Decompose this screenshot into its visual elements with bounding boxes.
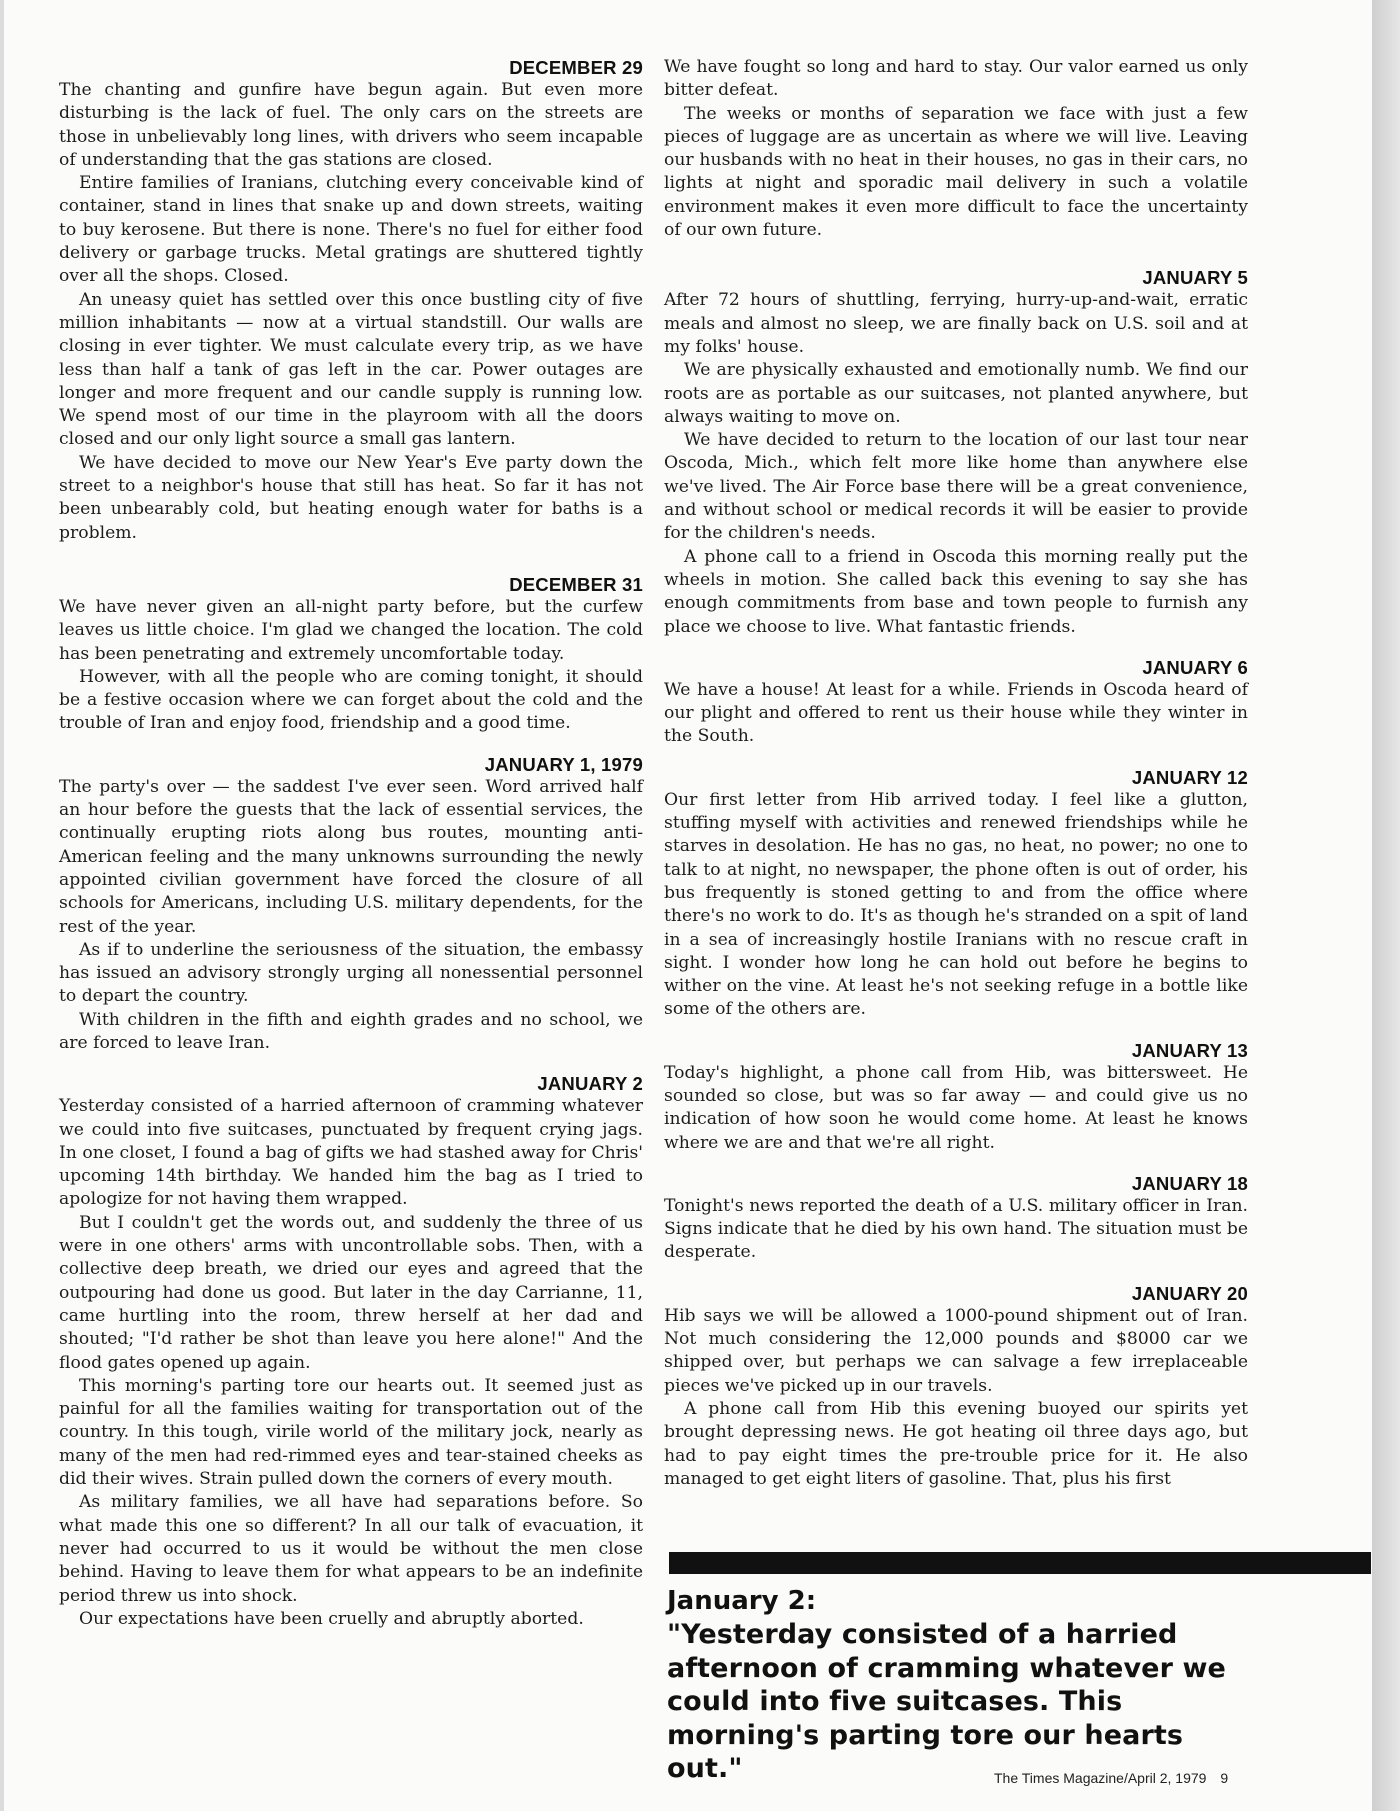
diary-entry xyxy=(664,656,1248,749)
diary-entry xyxy=(664,266,1248,638)
entry-paragraph: We have a house! At least for a while. Friends in Oscoda heard of our plight and offered to rent us their house while they winter in the South. xyxy=(664,679,1248,747)
entry-paragraph: The chanting and gunfire have begun again. But even more disturbing is the lack of fuel. The only cars on the streets are those in unbelievably long lines, with drivers who seem incapable of understanding that the gas stations are closed. xyxy=(59,80,643,170)
entry-paragraph: Today's highlight, a phone call from Hib, was bittersweet. He sounded so close, but was so far away — and could give us no indication of how soon he would come home. At least he knows where we are and that we're all right. xyxy=(664,1062,1248,1153)
page-footer xyxy=(994,1770,1228,1786)
pull-quote xyxy=(667,1585,1267,1786)
entry-paragraph: But I couldn't get the words out, and suddenly the three of us were in one others' arms with uncontrollable sobs. Then, with a collective deep breath, we dried our eyes and agreed that the outpouring had done us good. But later in the day Carrianne, 11, came hurtling into the room, threw herself at her dad and shouted; "I'd rather be shot than leave you here alone!" And the flood gates opened up again. xyxy=(59,1212,643,1373)
entry-date: JANUARY 12 xyxy=(1131,766,1248,788)
entry-date: JANUARY 5 xyxy=(1142,267,1248,289)
entry-paragraph: With children in the fifth and eighth grades and no school, we are forced to leave Iran. xyxy=(59,1009,643,1053)
entry-paragraph: Our expectations have been cruelly and abruptly aborted. xyxy=(79,1608,584,1629)
entry-paragraph: We are physically exhausted and emotionally numb. We find our roots are as portable as our suitcases, not planted anywhere, but always waiting to move on. xyxy=(664,360,1248,427)
entry-paragraph: Entire families of Iranians, clutching every conceivable kind of container, stand in lines that snake up and down streets, waiting to buy kerosene. But there is none. There's no fuel for either food delivery or garbage trucks. Metal gratings are shuttered tightly over all the shops. Closed. xyxy=(59,173,643,287)
entry-paragraph: This morning's parting tore our hearts out. It seemed just as painful for all the families waiting for transportation out of the country. In this tough, virile world of the military jock, nearly as many of the men had red-rimmed eyes and tear-stained cheeks as did their wives. Strain pulled down the corners of every mouth. xyxy=(59,1375,643,1490)
pull-quote-label: January 2: xyxy=(667,1586,817,1616)
continued-text xyxy=(664,56,1248,242)
diary-entry xyxy=(664,1282,1248,1491)
entry-date: JANUARY 1, 1979 xyxy=(484,753,643,775)
diary-entry xyxy=(59,1072,643,1631)
diary-entry xyxy=(664,766,1248,1022)
entry-date: DECEMBER 31 xyxy=(509,573,643,595)
entry-date: JANUARY 2 xyxy=(537,1073,643,1095)
entry-paragraph: Yesterday consisted of a harried afternoon of cramming whatever we could into five suitcases, punctuated by frequent crying jags. In one closet, I found a bag of gifts we had stashed away for Chris' upcoming 14th birthday. We handed him the bag as I tried to apologize for not having them wrapped. xyxy=(59,1096,643,1210)
entry-paragraph: As military families, we all have had separations before. So what made this one so different? In all our talk of evacuation, it never had occurred to us it would be without the men close behind. Having to leave them for what appears to be an indefinite period threw us into shock. xyxy=(59,1492,643,1606)
diary-entry xyxy=(59,56,643,545)
entry-paragraph: As if to underline the seriousness of the situation, the embassy has issued an advisory strongly urging all nonessential personnel to depart the country. xyxy=(59,939,643,1007)
diary-entry xyxy=(59,753,643,1056)
entry-paragraph: A phone call to a friend in Oscoda this morning really put the wheels in motion. She called back this evening to say she has enough commitments from base and town people to furnish any place we choose to live. What fantastic friends. xyxy=(664,546,1248,637)
magazine-page xyxy=(4,0,1372,1811)
diary-entry xyxy=(664,1172,1248,1265)
page-edge xyxy=(1372,0,1400,1811)
publication-line: The Times Magazine/April 2, 1979 xyxy=(994,1770,1207,1786)
entry-date: JANUARY 20 xyxy=(1131,1282,1248,1304)
entry-paragraph: We have never given an all-night party before, but the curfew leaves us little choice. I'm glad we changed the location. The cold has been penetrating and extremely uncomfortable today. xyxy=(59,596,643,664)
entry-paragraph: Tonight's news reported the death of a U.S. military officer in Iran. Signs indicate that he died by his own hand. The situation must be desperate. xyxy=(664,1195,1248,1263)
diary-entry xyxy=(664,1039,1248,1155)
diary-entry xyxy=(59,573,643,736)
right-column xyxy=(664,56,1248,1508)
entry-paragraph: An uneasy quiet has settled over this once bustling city of five million inhabitants — now at a virtual standstill. Our walls are closing in ever tighter. We must calculate every trip, as we have less than half a tank of gas left in the car. Power outages are longer and more frequent and our candle supply is running low. We spend most of our time in the playroom with all the doors closed and our only light source a small gas lantern. xyxy=(59,289,643,450)
entry-date: JANUARY 6 xyxy=(1142,656,1248,678)
entry-paragraph: However, with all the people who are coming tonight, it should be a festive occasion where we can forget about the cold and the trouble of Iran and enjoy food, friendship and a good time. xyxy=(59,666,643,734)
entry-date: DECEMBER 29 xyxy=(509,57,643,78)
entry-date: JANUARY 18 xyxy=(1131,1172,1248,1194)
page-number: 9 xyxy=(1220,1770,1229,1786)
entry-paragraph: We have decided to move our New Year's Eve party down the street to a neighbor's house that still has heat. So far it has not been unbearably cold, but heating enough water for baths is a problem. xyxy=(59,452,643,543)
entry-paragraph: The party's over — the saddest I've ever seen. Word arrived half an hour before the guests that the lack of essential services, the continually erupting riots along bus routes, mounting anti-American feeling and the many unknowns surrounding the newly appointed civilian government have forced the closure of all schools for Americans, including U.S. military dependents, for the rest of the year. xyxy=(59,776,643,937)
entry-paragraph: We have decided to return to the location of our last tour near Oscoda, Mich., which felt more like home than anywhere else we've lived. The Air Force base there will be a great convenience, and without school or medical records it will be easier to provide for the children's needs. xyxy=(664,430,1248,544)
entry-paragraph: After 72 hours of shuttling, ferrying, hurry-up-and-wait, erratic meals and almost no sleep, we are finally back on U.S. soil and at my folks' house. xyxy=(664,290,1248,357)
entry-paragraph: A phone call from Hib this evening buoyed our spirits yet brought depressing news. He got heating oil three days ago, but had to pay eight times the pre-trouble price for it. He also managed to get eight liters of gasoline. That, plus his first xyxy=(664,1398,1248,1489)
entry-paragraph: Hib says we will be allowed a 1000-pound shipment out of Iran. Not much considering the 12,000 pounds and $8000 car we shipped over, but perhaps we can salvage a few irreplaceable pieces we've picked up in our travels. xyxy=(664,1305,1248,1396)
pull-quote-rule xyxy=(669,1552,1371,1574)
pull-quote-text: "Yesterday consisted of a harried afternoon of cramming whatever we could into five suitcases. This morning's parting tore our hearts out." xyxy=(667,1619,1226,1784)
entry-paragraph: The weeks or months of separation we face with just a few pieces of luggage are as uncertain as where we will live. Leaving our husbands with no heat in their houses, no gas in their cars, no lights at night and sporadic mail delivery in such a volatile environment makes it even more difficult to face the uncertainty of our own future. xyxy=(664,103,1248,241)
left-column xyxy=(59,56,643,1648)
entry-paragraph: We have fought so long and hard to stay. Our valor earned us only bitter defeat. xyxy=(664,57,1248,101)
entry-paragraph: Our first letter from Hib arrived today. I feel like a glutton, stuffing myself with activities and renewed friendships while he starves in desolation. He has no gas, no heat, no power; no one to talk to at night, no newspaper, the phone often is out of order, his bus frequently is stoned getting to and from the office where there's no work to do. It's as though he's stranded on a spit of land in a sea of increasingly hostile Iranians with no rescue craft in sight. I wonder how long he can hold out before he begins to wither on the vine. At least he's not seeking refuge in a bottle like some of the others are. xyxy=(664,789,1248,1020)
entry-date: JANUARY 13 xyxy=(1131,1039,1248,1061)
